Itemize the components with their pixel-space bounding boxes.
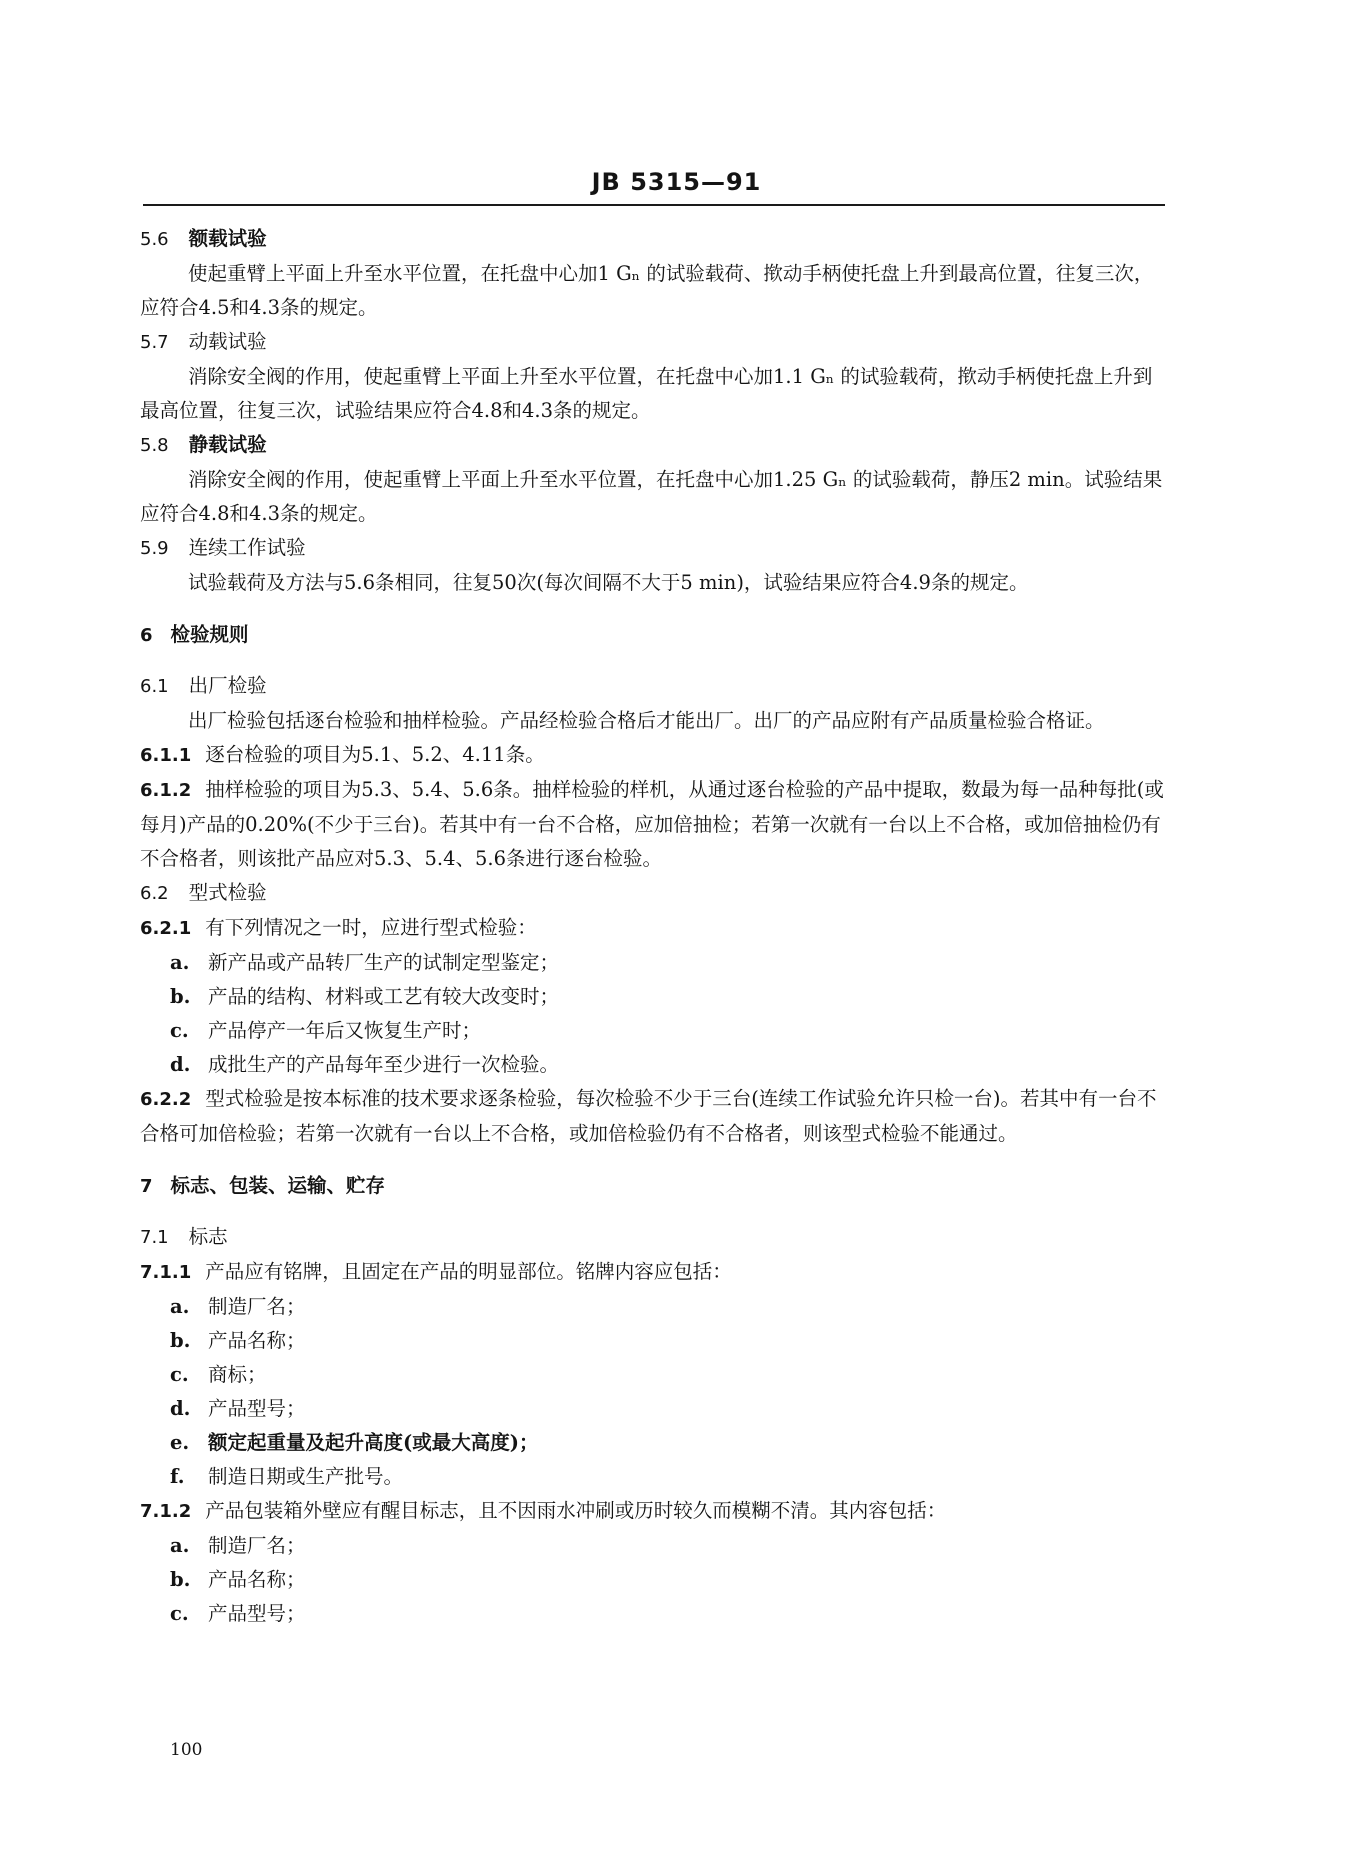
list-item [140, 1563, 1165, 1597]
list-letter: c. [170, 1019, 189, 1042]
section-number: 5.7 [140, 332, 169, 353]
list-letter: a. [170, 1534, 190, 1557]
clause-6-2-2 [140, 1082, 1165, 1151]
list-text: 新产品或产品转厂生产的试制定型鉴定； [208, 951, 560, 974]
section-number: 6 [140, 625, 153, 646]
section-number: 6.1 [140, 676, 169, 697]
list-text: 产品名称； [208, 1329, 306, 1352]
clause-number: 6.1.2 [140, 780, 192, 801]
clause-6-1-1 [140, 738, 1165, 773]
clause-6-2-1 [140, 911, 1165, 946]
heading-5-8 [140, 428, 1165, 463]
document-header-title: JB 5315—91 [591, 168, 762, 196]
heading-5-9 [140, 531, 1165, 566]
list-letter: d. [170, 1053, 191, 1076]
list-text: 商标； [208, 1363, 267, 1386]
list-item [140, 980, 1165, 1014]
list-item [140, 1048, 1165, 1082]
list-letter: c. [170, 1363, 189, 1386]
clause-number: 7.1.2 [140, 1501, 192, 1522]
clause-number: 6.2.1 [140, 918, 192, 939]
list-item [140, 946, 1165, 980]
heading-5-7 [140, 325, 1165, 360]
list-item [140, 1529, 1165, 1563]
clause-text: 产品包装箱外壁应有醒目标志，且不因雨水冲刷或历时较久而模糊不清。其内容包括： [205, 1499, 947, 1522]
heading-7-1 [140, 1220, 1165, 1255]
list-letter: f. [170, 1465, 185, 1488]
section-number: 5.9 [140, 538, 169, 559]
list-text: 产品型号； [208, 1397, 306, 1420]
list-item [140, 1460, 1165, 1494]
section-title-text: 检验规则 [170, 623, 249, 646]
header-rule [143, 204, 1165, 206]
section-number: 5.6 [140, 229, 169, 250]
document-body [140, 222, 1165, 1631]
heading-6-1 [140, 669, 1165, 704]
heading-6-2 [140, 876, 1165, 911]
list-letter: a. [170, 1295, 190, 1318]
list-text: 产品停产一年后又恢复生产时； [208, 1019, 482, 1042]
list-letter: c. [170, 1602, 189, 1625]
list-letter: b. [170, 985, 191, 1008]
list-item [140, 1426, 1165, 1460]
list-item [140, 1392, 1165, 1426]
paragraph-5-6: 使起重臂上平面上升至水平位置，在托盘中心加1 Gₙ 的试验载荷、揿动手柄使托盘上升到最高位置，往复三次，应符合4.5和4.3条的规定。 [140, 262, 1154, 319]
list-letter: d. [170, 1397, 191, 1420]
section-title: 标志 [188, 1225, 228, 1248]
list-item [140, 1014, 1165, 1048]
section-title: 静载试验 [188, 433, 267, 456]
list-item [140, 1290, 1165, 1324]
list-text: 制造日期或生产批号。 [208, 1465, 404, 1488]
list-letter: b. [170, 1329, 191, 1352]
list-text: 产品型号； [208, 1602, 306, 1625]
section-number: 7 [140, 1176, 153, 1197]
clause-number: 6.2.2 [140, 1089, 192, 1110]
list-text: 额定起重量及起升高度(或最大高度)； [208, 1431, 539, 1454]
section-number: 5.8 [140, 435, 169, 456]
list-letter: b. [170, 1568, 191, 1591]
list-text: 成批生产的产品每年至少进行一次检验。 [208, 1053, 560, 1076]
list-letter: a. [170, 951, 190, 974]
paragraph-5-8: 消除安全阀的作用，使起重臂上平面上升至水平位置，在托盘中心加1.25 Gₙ 的试验载荷，静压2 min。试验结果应符合4.8和4.3条的规定。 [140, 468, 1163, 525]
paragraph-5-9: 试验载荷及方法与5.6条相同，往复50次(每次间隔不大于5 min)，试验结果应符合4.9条的规定。 [188, 571, 1029, 594]
section-title: 连续工作试验 [188, 536, 306, 559]
section-number: 6.2 [140, 883, 169, 904]
clause-text: 抽样检验的项目为5.3、5.4、5.6条。抽样检验的样机，从通过逐台检验的产品中提取，数最为每一品种每批(或每月)产品的0.20%(不少于三台)。若其中有一台不合格，应加倍抽检；若第一次就有一台以上不合格，或加倍抽检仍有不合格者，则该批产品应对5.3、5.4、5.6条进行逐台检验。 [140, 778, 1164, 870]
section-title-6 [140, 618, 1165, 653]
paragraph-5-7: 消除安全阀的作用，使起重臂上平面上升至水平位置，在托盘中心加1.1 Gₙ 的试验载荷，揿动手柄使托盘上升到最高位置，往复三次，试验结果应符合4.8和4.3条的规定。 [140, 365, 1153, 422]
clause-7-1-2 [140, 1494, 1165, 1529]
section-title-text: 标志、包装、运输、贮存 [170, 1174, 386, 1197]
list-item [140, 1324, 1165, 1358]
page-number: 100 [170, 1740, 203, 1760]
section-title: 动载试验 [188, 330, 267, 353]
clause-number: 7.1.1 [140, 1262, 192, 1283]
clause-text: 逐台检验的项目为5.1、5.2、4.11条。 [205, 743, 545, 766]
section-title: 额载试验 [188, 227, 267, 250]
clause-text: 型式检验是按本标准的技术要求逐条检验，每次检验不少于三台(连续工作试验允许只检一台)。若其中有一台不合格可加倍检验；若第一次就有一台以上不合格，或加倍检验仍有不合格者，则该型式检验不能通过。 [140, 1087, 1157, 1145]
list-text: 产品的结构、材料或工艺有较大改变时； [208, 985, 560, 1008]
list-text: 产品名称； [208, 1568, 306, 1591]
section-number: 7.1 [140, 1227, 169, 1248]
clause-7-1-1 [140, 1255, 1165, 1290]
section-title-7 [140, 1169, 1165, 1204]
clause-text: 有下列情况之一时，应进行型式检验： [205, 916, 537, 939]
clause-6-1-2 [140, 773, 1165, 876]
list-item [140, 1597, 1165, 1631]
list-item [140, 1358, 1165, 1392]
heading-5-6 [140, 222, 1165, 257]
clause-number: 6.1.1 [140, 745, 192, 766]
list-text: 制造厂名； [208, 1295, 306, 1318]
section-title: 出厂检验 [188, 674, 267, 697]
section-title: 型式检验 [188, 881, 267, 904]
list-text: 制造厂名； [208, 1534, 306, 1557]
paragraph-6-1: 出厂检验包括逐台检验和抽样检验。产品经检验合格后才能出厂。出厂的产品应附有产品质量检验合格证。 [188, 709, 1105, 732]
clause-text: 产品应有铭牌，且固定在产品的明显部位。铭牌内容应包括： [205, 1260, 732, 1283]
list-letter: e. [170, 1431, 190, 1454]
